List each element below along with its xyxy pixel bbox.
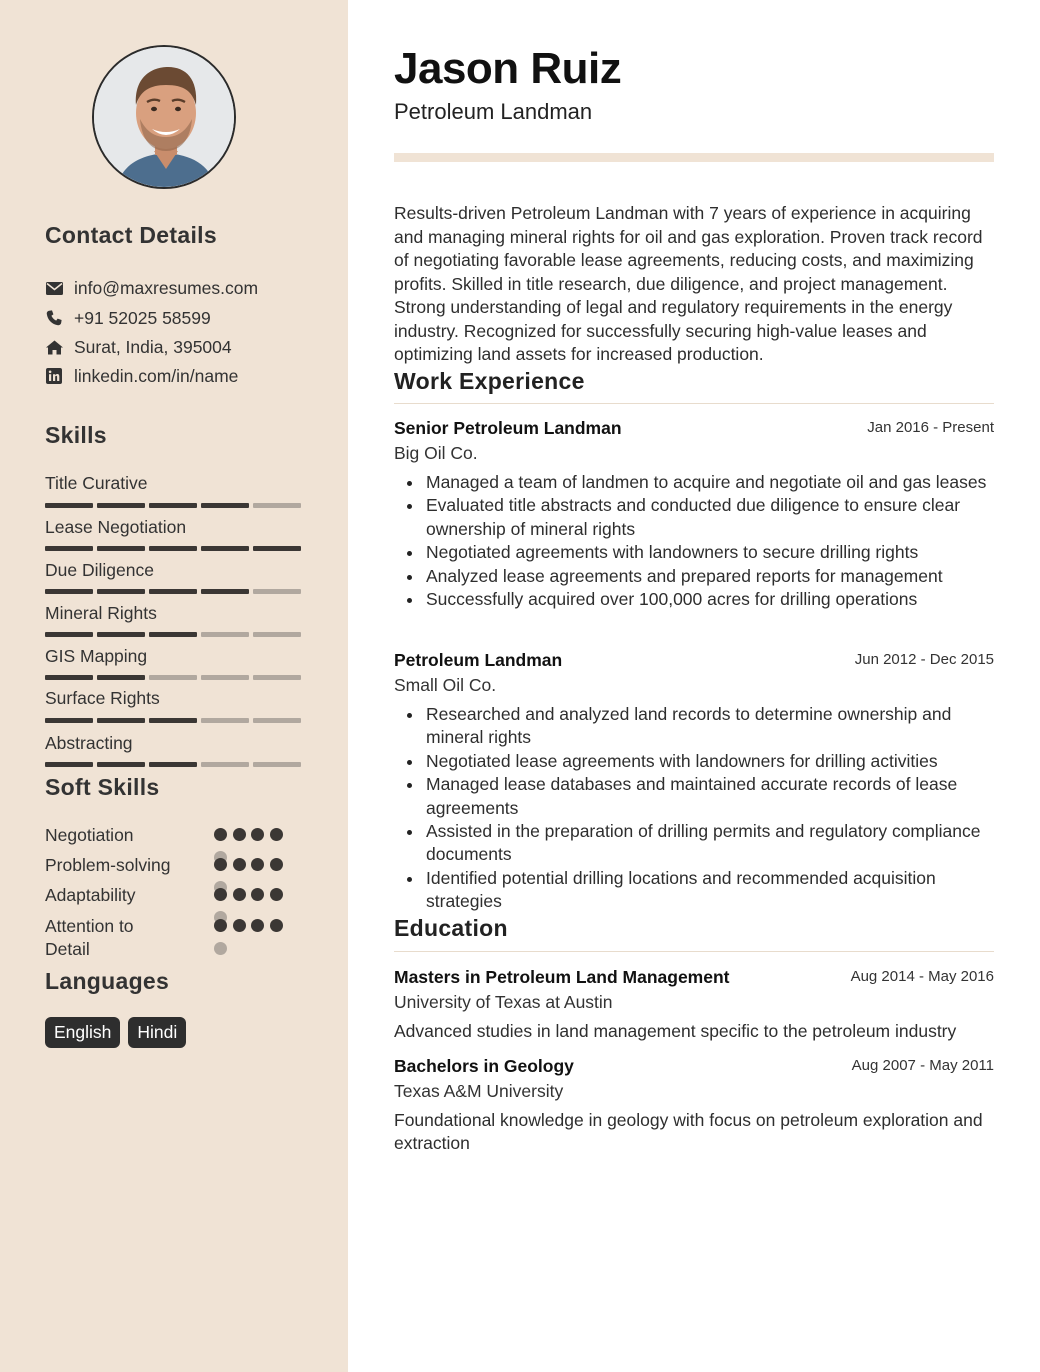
education-heading: Education xyxy=(394,915,508,941)
language-pill: Hindi xyxy=(128,1017,186,1048)
skill-segment xyxy=(97,675,145,680)
work-experience-heading: Work Experience xyxy=(394,368,585,394)
skill-segment xyxy=(149,546,197,551)
job-company: Small Oil Co. xyxy=(394,675,497,695)
skill-segment xyxy=(201,589,249,594)
skill-segment xyxy=(201,546,249,551)
job-bullet: Negotiated agreements with landowners to secure drilling rights xyxy=(394,541,994,564)
skill-segment xyxy=(201,762,249,767)
job-bullet: Successfully acquired over 100,000 acres for drilling operations xyxy=(394,588,994,611)
skills-heading: Skills xyxy=(45,422,107,448)
education-dates: Aug 2007 - May 2011 xyxy=(851,1057,994,1074)
job-bullet: Managed a team of landmen to acquire and negotiate oil and gas leases xyxy=(394,471,994,494)
soft-skill-dot xyxy=(270,888,283,901)
skill-segment xyxy=(201,718,249,723)
contact-linkedin-text: linkedin.com/in/name xyxy=(74,365,239,386)
skill-segment xyxy=(45,718,93,723)
skill-segment xyxy=(253,632,301,637)
skill-meter xyxy=(45,675,301,681)
skill-segment xyxy=(45,762,93,767)
contact-phone-text: +91 52025 58599 xyxy=(74,307,211,328)
skill-segment xyxy=(45,632,93,637)
home-icon xyxy=(45,338,63,356)
job-dates: Jun 2012 - Dec 2015 xyxy=(854,651,994,668)
skill-meter xyxy=(45,503,301,509)
candidate-name: Jason Ruiz xyxy=(394,44,622,93)
skill-segment xyxy=(149,718,197,723)
soft-skill-dot xyxy=(251,888,264,901)
job-bullet: Evaluated title abstracts and conducted due diligence to ensure clear ownership of mineral rights xyxy=(394,494,994,541)
language-list xyxy=(45,1017,186,1048)
skill-segment xyxy=(149,762,197,767)
job-bullet: Analyzed lease agreements and prepared reports for management xyxy=(394,565,994,588)
soft-skill-dot xyxy=(251,858,264,871)
contact-email-text: info@maxresumes.com xyxy=(74,277,259,298)
soft-skill-dot xyxy=(270,858,283,871)
skill-meter xyxy=(45,632,301,638)
soft-skill-dot xyxy=(233,888,246,901)
contact-phone[interactable] xyxy=(45,306,211,330)
linkedin-icon xyxy=(45,367,63,385)
job-bullet: Negotiated lease agreements with landowners for drilling activities xyxy=(394,750,994,773)
school-name: University of Texas at Austin xyxy=(394,992,613,1012)
job-bullets xyxy=(394,703,994,914)
soft-skill-dot xyxy=(233,858,246,871)
profile-photo xyxy=(92,45,236,189)
soft-skill-dot xyxy=(214,858,227,871)
job-dates: Jan 2016 - Present xyxy=(867,419,994,436)
skill-label: Mineral Rights xyxy=(45,603,157,623)
profile-photo-illustration xyxy=(94,47,236,189)
skill-segment xyxy=(97,762,145,767)
skill-meter xyxy=(45,589,301,595)
skill-label: Abstracting xyxy=(45,733,133,753)
job-bullet: Identified potential drilling locations and recommended acquisition strategies xyxy=(394,867,994,914)
soft-skill-dot xyxy=(251,919,264,932)
soft-skill-dot xyxy=(233,919,246,932)
skill-segment xyxy=(97,632,145,637)
skill-label: Lease Negotiation xyxy=(45,517,187,537)
soft-skill-dot xyxy=(270,828,283,841)
sidebar xyxy=(0,0,348,1372)
soft-skill-label: Attention to Detail xyxy=(45,916,134,959)
job-entry xyxy=(394,418,994,611)
job-title: Petroleum Landman xyxy=(394,650,563,670)
candidate-title: Petroleum Landman xyxy=(394,99,593,124)
skill-segment xyxy=(45,589,93,594)
phone-icon xyxy=(45,309,63,327)
skill-segment xyxy=(253,675,301,680)
education-entry xyxy=(394,967,994,1043)
skill-segment xyxy=(253,503,301,508)
envelope-icon xyxy=(45,279,63,297)
job-bullet: Researched and analyzed land records to determine ownership and mineral rights xyxy=(394,703,994,750)
skill-segment xyxy=(45,675,93,680)
skill-meter xyxy=(45,762,301,768)
skill-segment xyxy=(149,675,197,680)
job-bullet: Assisted in the preparation of drilling permits and regulatory compliance documents xyxy=(394,820,994,867)
profile-summary: Results-driven Petroleum Landman with 7 years of experience in acquiring and managing mineral rights for oil and gas exploration. Proven track record of negotiating favorable lease agreements, reducing costs, and maximizing profits. Skilled in title research, due diligence, and project management. Strong understanding of legal and regulatory requirements in the energy industry. Recognized for successfully securing high-value leases and optimizing land assets for increased production. xyxy=(394,203,983,364)
soft-skill-dot xyxy=(270,919,283,932)
education-entry xyxy=(394,1056,994,1156)
soft-skill-dot xyxy=(251,828,264,841)
skill-segment xyxy=(97,589,145,594)
soft-skills-heading: Soft Skills xyxy=(45,774,160,800)
degree-title: Masters in Petroleum Land Management xyxy=(394,967,730,987)
degree-title: Bachelors in Geology xyxy=(394,1056,574,1076)
skill-label: Due Diligence xyxy=(45,560,154,580)
skill-segment xyxy=(253,589,301,594)
contact-address-text: Surat, India, 395004 xyxy=(74,336,232,357)
contact-address xyxy=(45,335,232,359)
skill-segment xyxy=(45,503,93,508)
header-divider xyxy=(394,153,994,162)
skill-segment xyxy=(45,546,93,551)
languages-heading: Languages xyxy=(45,968,170,994)
skill-segment xyxy=(253,718,301,723)
skill-segment xyxy=(201,503,249,508)
soft-skill-label: Adaptability xyxy=(45,885,136,905)
job-entry xyxy=(394,650,994,914)
education-description: Foundational knowledge in geology with focus on petroleum exploration and extraction xyxy=(394,1110,983,1154)
skill-segment xyxy=(149,589,197,594)
skill-segment xyxy=(201,675,249,680)
skill-segment xyxy=(253,546,301,551)
education-description: Advanced studies in land management specific to the petroleum industry xyxy=(394,1021,957,1041)
work-experience-divider xyxy=(394,403,994,404)
soft-skill-dot xyxy=(233,828,246,841)
school-name: Texas A&M University xyxy=(394,1081,564,1101)
job-bullet: Managed lease databases and maintained accurate records of lease agreements xyxy=(394,773,994,820)
soft-skill-dot xyxy=(214,888,227,901)
job-bullets xyxy=(394,471,994,611)
soft-skill-label: Negotiation xyxy=(45,825,134,845)
skill-label: Title Curative xyxy=(45,473,148,493)
skill-segment xyxy=(149,632,197,637)
skill-segment xyxy=(201,632,249,637)
soft-skill-dot xyxy=(214,828,227,841)
contact-email[interactable] xyxy=(45,276,258,300)
education-dates: Aug 2014 - May 2016 xyxy=(850,968,994,985)
soft-skill-dot xyxy=(214,942,227,955)
language-pill: English xyxy=(45,1017,120,1048)
skill-segment xyxy=(97,503,145,508)
skill-label: Surface Rights xyxy=(45,688,160,708)
education-divider xyxy=(394,951,994,952)
main-content xyxy=(348,0,1040,1372)
job-title: Senior Petroleum Landman xyxy=(394,418,622,438)
contact-linkedin[interactable] xyxy=(45,364,238,388)
skill-segment xyxy=(97,718,145,723)
skill-segment xyxy=(253,762,301,767)
skill-meter xyxy=(45,718,301,724)
skill-segment xyxy=(97,546,145,551)
skill-label: GIS Mapping xyxy=(45,646,148,666)
skill-segment xyxy=(149,503,197,508)
soft-skill-dot xyxy=(214,919,227,932)
job-company: Big Oil Co. xyxy=(394,443,478,463)
contact-heading: Contact Details xyxy=(45,222,217,248)
soft-skill-label: Problem-solving xyxy=(45,855,171,875)
skill-meter xyxy=(45,546,301,552)
soft-skill-dots xyxy=(214,919,294,959)
